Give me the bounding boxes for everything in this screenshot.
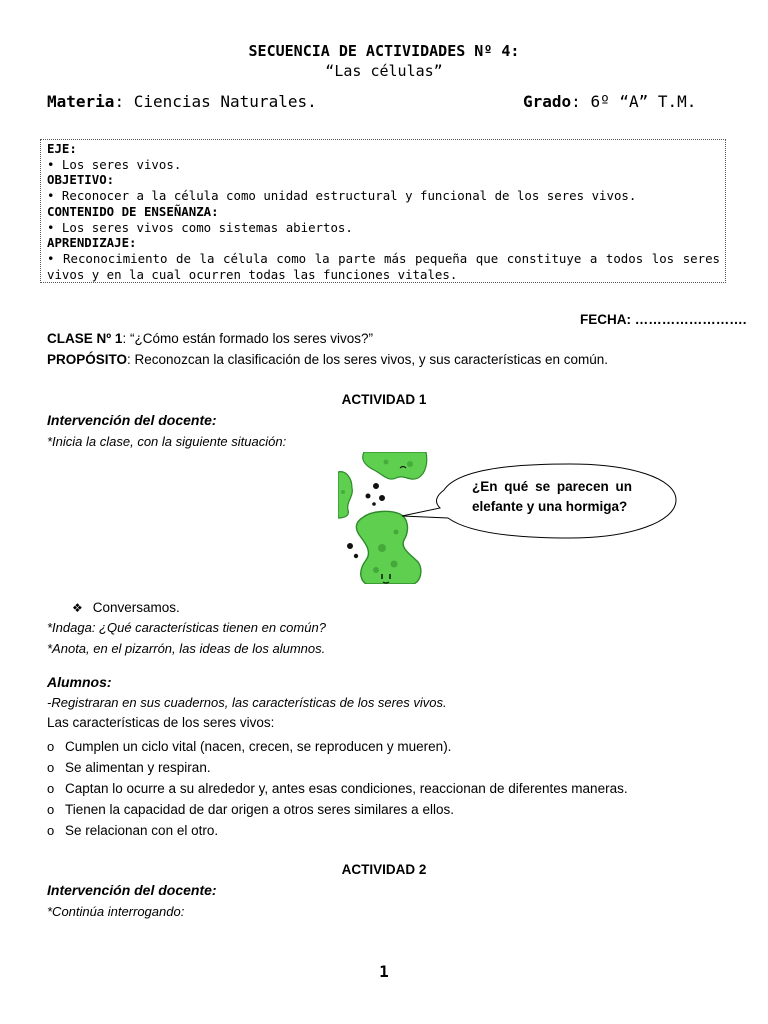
alumnos-heading: Alumnos: [47, 674, 112, 690]
indaga-text: *Indaga: ¿Qué características tienen en común? [47, 620, 326, 635]
proposito-label: PROPÓSITO [47, 352, 128, 367]
info-box [40, 139, 726, 283]
circle-bullet-icon: o [47, 781, 55, 796]
circle-bullet-icon: o [47, 823, 55, 838]
list-item-text: Se relacionan con el otro. [65, 823, 219, 838]
registraran-text: -Registraran en sus cuadernos, las características de los seres vivos. [47, 695, 447, 710]
document-subtitle: “Las células” [325, 62, 443, 80]
list-item-text: Captan lo ocurre a su alrededor y, antes esas condiciones, reaccionan de diferentes maneras. [65, 781, 628, 796]
circle-bullet-icon: o [47, 802, 55, 817]
actividad-2-title: ACTIVIDAD 2 [341, 862, 427, 877]
list-item [47, 778, 628, 799]
list-item [47, 799, 628, 820]
conversamos-item [72, 600, 180, 615]
bubble-question [472, 477, 632, 517]
clase-text: : “¿Cómo están formado los seres vivos?” [122, 331, 374, 346]
aprendizaje-label: APRENDIZAJE: [47, 235, 137, 251]
diamond-bullet-icon: ❖ [72, 601, 83, 615]
grado-line [523, 92, 696, 111]
circle-bullet-icon: o [47, 760, 55, 775]
objetivo-item: • Reconocer a la célula como unidad estructural y funcional de los seres vivos. [47, 188, 637, 204]
fecha-field: FECHA: ……………………. [580, 312, 747, 327]
aprendizaje-item-line1: • Reconocimiento de la célula como la parte más pequeña que constituye a todos los seres [47, 250, 720, 266]
list-item-text: Se alimentan y respiran. [65, 760, 211, 775]
list-item [47, 757, 628, 778]
grado-label: Grado [523, 92, 572, 111]
contenido-item: • Los seres vivos como sistemas abiertos. [47, 219, 353, 235]
conversamos-text: Conversamos. [92, 600, 180, 615]
list-item-text: Tienen la capacidad de dar origen a otros seres similares a ellos. [65, 802, 454, 817]
materia-value: : Ciencias Naturales. [114, 92, 317, 111]
page-number: 1 [379, 962, 389, 981]
materia-line [47, 92, 317, 111]
eje-item: • Los seres vivos. [47, 156, 182, 172]
list-item-text: Cumplen un ciclo vital (nacen, crecen, se reproducen y mueren). [65, 739, 452, 754]
caracteristicas-intro: Las características de los seres vivos: [47, 715, 275, 730]
grado-value: : 6º “A” T.M. [571, 92, 697, 111]
circle-bullet-icon: o [47, 739, 55, 754]
list-item [47, 820, 628, 841]
document-title: SECUENCIA DE ACTIVIDADES Nº 4: [248, 42, 520, 60]
continua-text: *Continúa interrogando: [47, 904, 185, 919]
objetivo-label: OBJETIVO: [47, 172, 115, 188]
clase-label: CLASE Nº 1 [47, 331, 123, 346]
actividad-1-title: ACTIVIDAD 1 [341, 392, 427, 407]
docente-heading-2: Intervención del docente: [47, 882, 217, 898]
eje-label: EJE: [47, 141, 77, 156]
aprendizaje-item-line2: vivos y en la cual ocurren todas las funciones vitales. [47, 266, 458, 282]
docente-heading-1: Intervención del docente: [47, 412, 217, 428]
bubble-line-2: elefante y una hormiga? [472, 499, 628, 514]
materia-label: Materia [47, 92, 115, 111]
proposito-text: : Reconozcan la clasificación de los seres vivos, y sus características en común. [127, 352, 608, 367]
inicia-text: *Inicia la clase, con la siguiente situación: [47, 434, 287, 449]
list-item [47, 736, 628, 757]
bubble-line-1: ¿En qué se parecen un [472, 479, 632, 494]
anota-text: *Anota, en el pizarrón, las ideas de los alumnos. [47, 641, 326, 656]
proposito-line [47, 352, 608, 367]
caracteristicas-list [47, 736, 628, 841]
contenido-label: CONTENIDO DE ENSEÑANZA: [47, 203, 219, 219]
clase-line [47, 331, 373, 346]
